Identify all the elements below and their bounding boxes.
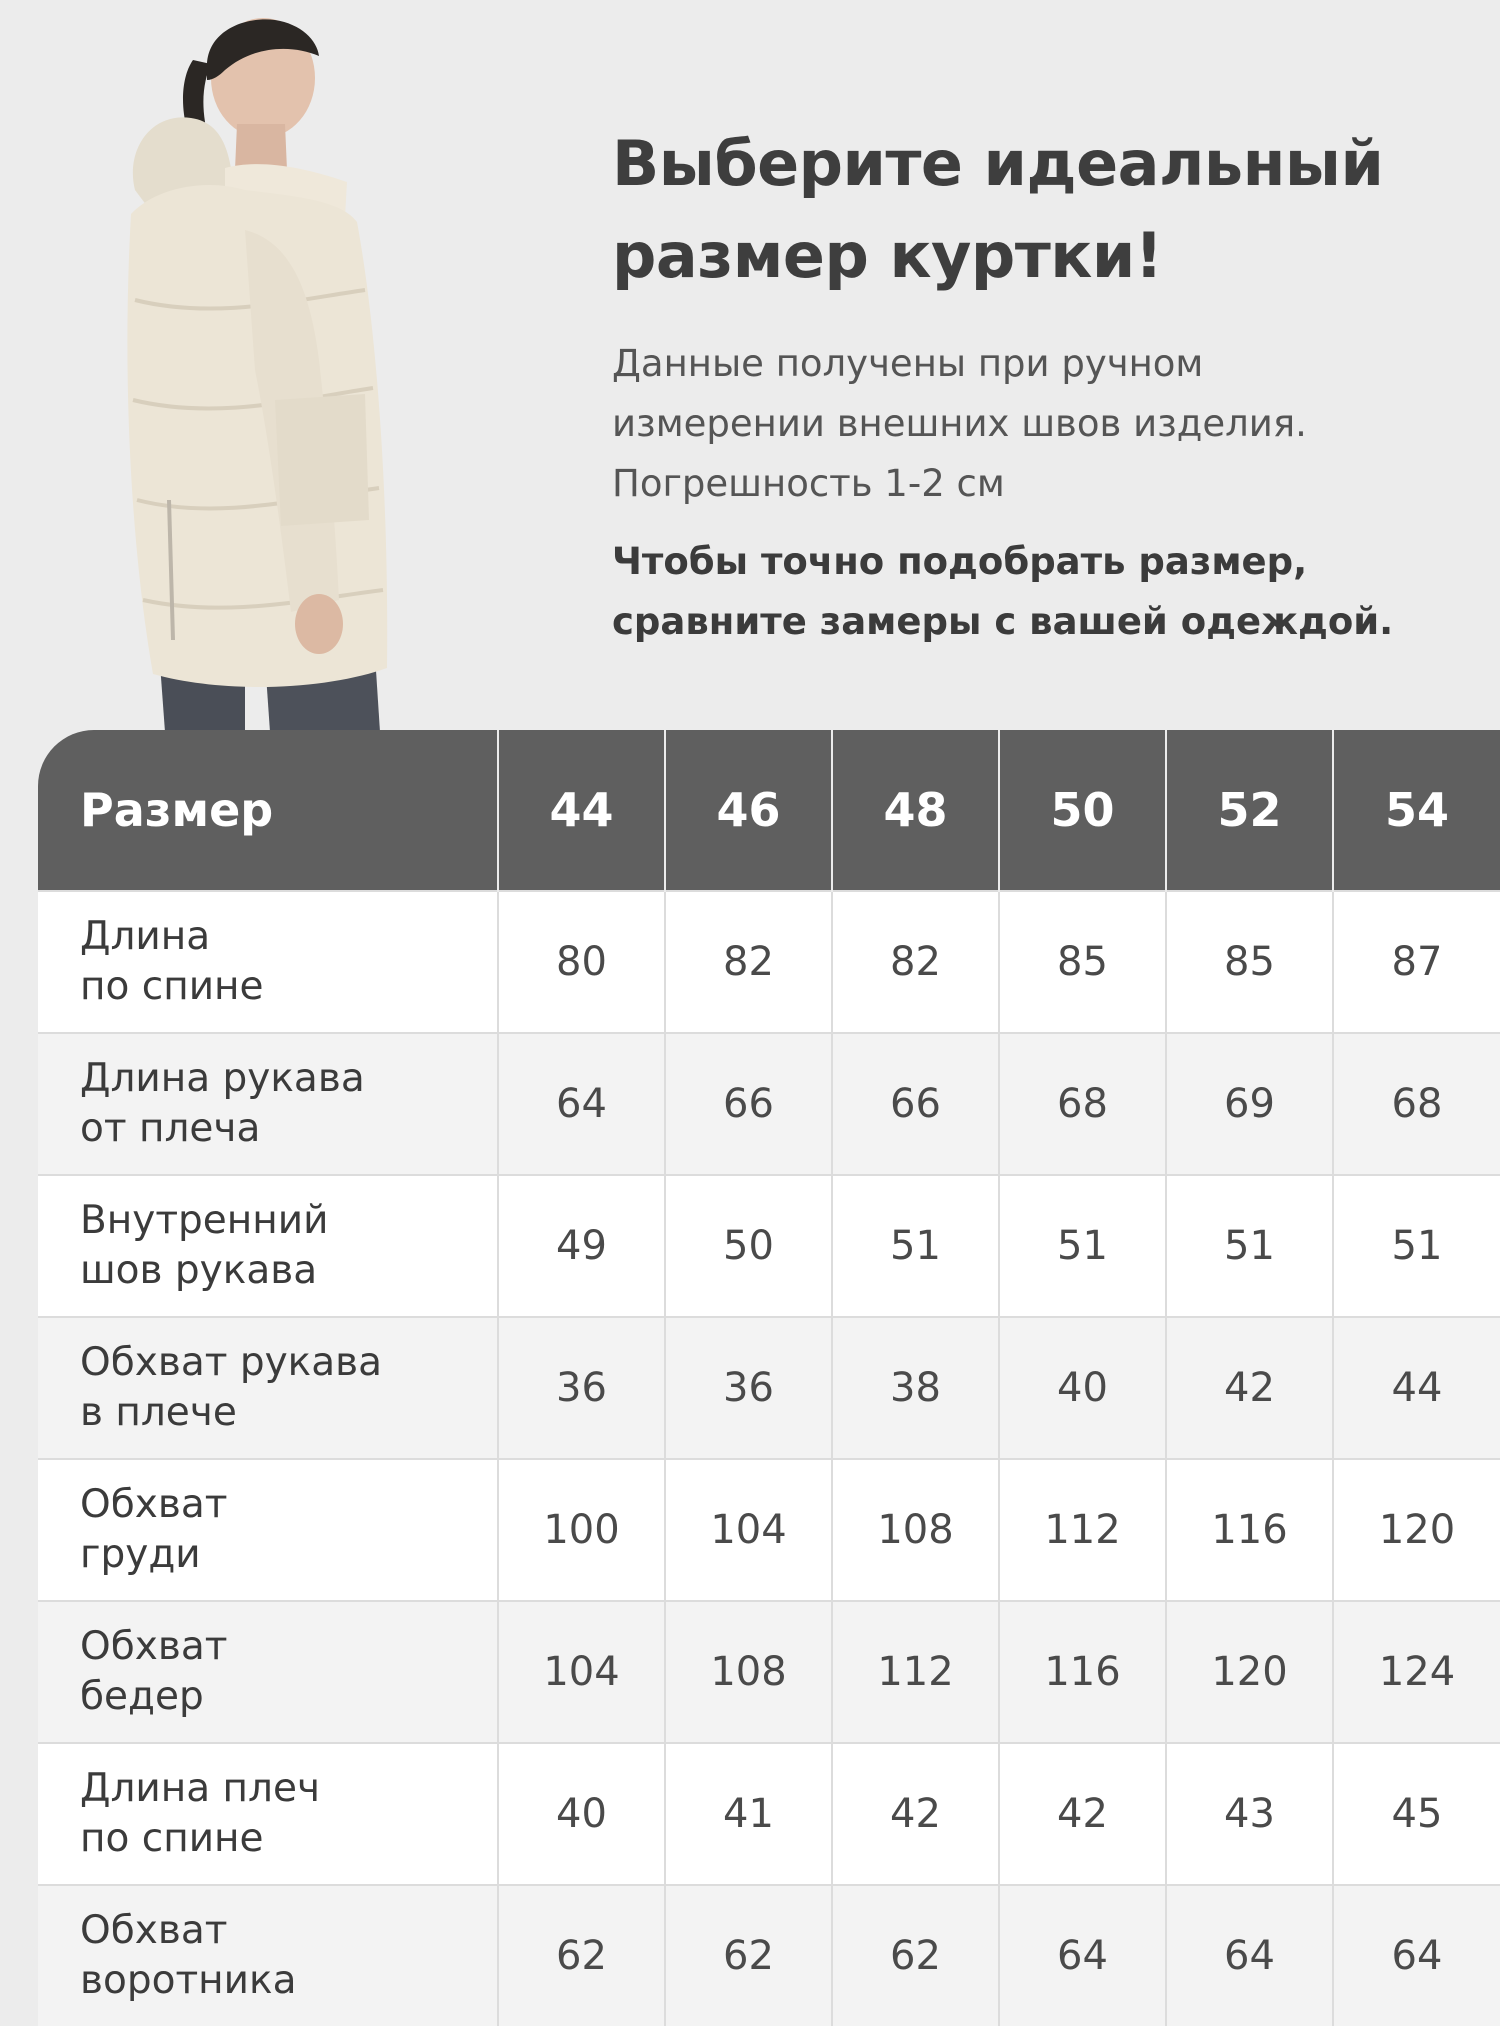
measurement-label-line: бедер	[80, 1674, 204, 1719]
measurement-label	[38, 1601, 498, 1743]
measurement-label	[38, 1317, 498, 1459]
measurement-label	[38, 1885, 498, 2026]
table-cell: 85	[999, 891, 1166, 1033]
measurement-label-line: Длина рукава	[80, 1056, 365, 1101]
measurement-label	[38, 1033, 498, 1175]
table-cell: 66	[665, 1033, 832, 1175]
fitting-note	[612, 532, 1472, 652]
table-cell: 62	[832, 1885, 999, 2026]
description-line: Погрешность 1-2 см	[612, 462, 1005, 505]
measurement-label-line: Внутренний	[80, 1198, 329, 1243]
table-cell: 36	[498, 1317, 665, 1459]
size-header-cell: 50	[999, 730, 1166, 891]
table-cell: 69	[1166, 1033, 1333, 1175]
measurement-label-line: от плеча	[80, 1106, 261, 1151]
table-cell: 51	[1166, 1175, 1333, 1317]
measurement-label-line: Длина плеч	[80, 1766, 320, 1811]
page-title-line: Выберите идеальный	[612, 127, 1384, 200]
measurement-description	[612, 334, 1472, 514]
table-cell: 51	[999, 1175, 1166, 1317]
table-cell: 120	[1333, 1459, 1500, 1601]
description-line: Данные получены при ручном	[612, 342, 1204, 385]
table-cell: 80	[498, 891, 665, 1033]
table-cell: 44	[1333, 1317, 1500, 1459]
description-line: измерении внешних швов изделия.	[612, 402, 1307, 445]
table-cell: 40	[999, 1317, 1166, 1459]
size-header-cell: 52	[1166, 730, 1333, 891]
table-cell: 108	[832, 1459, 999, 1601]
table-row	[38, 1743, 1500, 1885]
table-cell: 104	[498, 1601, 665, 1743]
table-cell: 62	[665, 1885, 832, 2026]
table-row	[38, 891, 1500, 1033]
page-title-line: размер куртки!	[612, 219, 1163, 292]
table-cell: 64	[1166, 1885, 1333, 2026]
table-row	[38, 1459, 1500, 1601]
table-cell: 38	[832, 1317, 999, 1459]
measurement-label	[38, 1743, 498, 1885]
table-cell: 87	[1333, 891, 1500, 1033]
page-title	[612, 118, 1472, 302]
table-cell: 64	[999, 1885, 1166, 2026]
table-cell: 51	[832, 1175, 999, 1317]
model-photo	[95, 0, 425, 732]
table-cell: 85	[1166, 891, 1333, 1033]
table-row	[38, 1885, 1500, 2026]
table-cell: 120	[1166, 1601, 1333, 1743]
table-cell: 112	[999, 1459, 1166, 1601]
table-cell: 36	[665, 1317, 832, 1459]
table-cell: 66	[832, 1033, 999, 1175]
table-cell: 41	[665, 1743, 832, 1885]
table-cell: 108	[665, 1601, 832, 1743]
table-cell: 43	[1166, 1743, 1333, 1885]
measurement-label-line: груди	[80, 1532, 201, 1577]
measurement-label-line: Обхват	[80, 1908, 228, 1953]
size-header-cell: 46	[665, 730, 832, 891]
measurement-label-line: по спине	[80, 1816, 264, 1861]
table-cell: 42	[1166, 1317, 1333, 1459]
table-row	[38, 1601, 1500, 1743]
table-cell: 62	[498, 1885, 665, 2026]
measurement-label	[38, 891, 498, 1033]
measurement-label	[38, 1459, 498, 1601]
size-chart-table	[38, 730, 1500, 2026]
note-line: сравните замеры с вашей одеждой.	[612, 600, 1394, 643]
table-cell: 116	[1166, 1459, 1333, 1601]
measurement-label-line: по спине	[80, 964, 264, 1009]
table-row	[38, 1317, 1500, 1459]
table-cell: 42	[832, 1743, 999, 1885]
table-cell: 68	[1333, 1033, 1500, 1175]
table-header-row	[38, 730, 1500, 891]
table-row	[38, 1175, 1500, 1317]
measurement-label-line: воротника	[80, 1958, 297, 2003]
table-cell: 51	[1333, 1175, 1500, 1317]
table-cell: 104	[665, 1459, 832, 1601]
table-cell: 100	[498, 1459, 665, 1601]
measurement-label-line: шов рукава	[80, 1248, 318, 1293]
table-cell: 112	[832, 1601, 999, 1743]
table-row	[38, 1033, 1500, 1175]
size-header-cell: 54	[1333, 730, 1500, 891]
table-cell: 64	[1333, 1885, 1500, 2026]
table-cell: 42	[999, 1743, 1166, 1885]
table-cell: 49	[498, 1175, 665, 1317]
table-cell: 68	[999, 1033, 1166, 1175]
table-cell: 116	[999, 1601, 1166, 1743]
table-cell: 40	[498, 1743, 665, 1885]
table-cell: 45	[1333, 1743, 1500, 1885]
size-header-cell: 44	[498, 730, 665, 891]
measurement-label-line: Длина	[80, 914, 211, 959]
table-cell: 82	[665, 891, 832, 1033]
size-header-label: Размер	[38, 730, 498, 891]
model-in-puffer-jacket-icon	[95, 0, 425, 732]
measurement-label-line: в плече	[80, 1390, 237, 1435]
table-cell: 64	[498, 1033, 665, 1175]
intro-block	[612, 118, 1472, 652]
measurement-label-line: Обхват	[80, 1482, 228, 1527]
note-line: Чтобы точно подобрать размер,	[612, 540, 1308, 583]
table-cell: 50	[665, 1175, 832, 1317]
table-cell: 82	[832, 891, 999, 1033]
table-cell: 124	[1333, 1601, 1500, 1743]
measurement-label-line: Обхват рукава	[80, 1340, 383, 1385]
measurement-label	[38, 1175, 498, 1317]
size-header-cell: 48	[832, 730, 999, 891]
measurement-label-line: Обхват	[80, 1624, 228, 1669]
